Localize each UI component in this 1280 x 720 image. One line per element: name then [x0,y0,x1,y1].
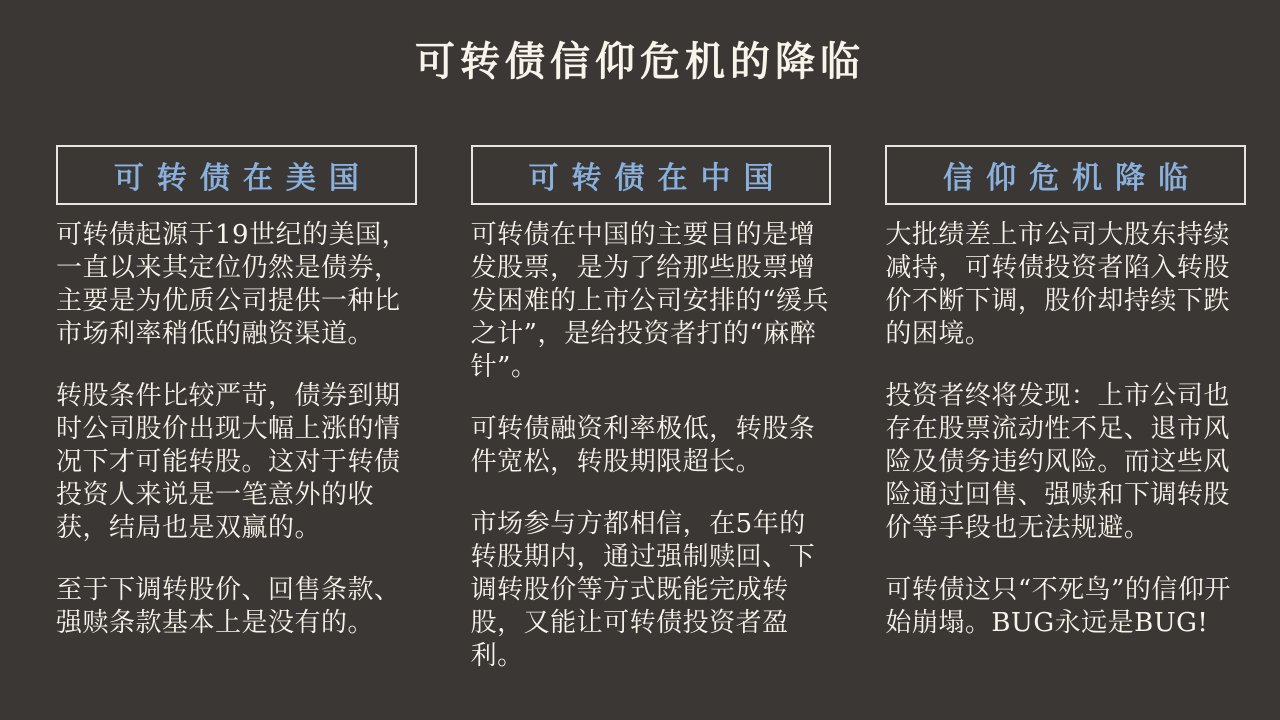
column-faith-crisis [885,145,1246,673]
columns-container [0,145,1280,673]
column-header-crisis: 信仰危机降临 [885,145,1246,205]
body-paragraph: 可转债这只“不死鸟”的信仰开始崩塌。BUG永远是BUG! [885,575,1231,638]
column-convertibles-in-china [471,145,832,673]
column-convertibles-in-us [56,145,417,673]
body-paragraph: 投资者终将发现：上市公司也存在股票流动性不足、退市风险及债务违约风险。而这些风险通过回售、强赎和下调转股价等手段也无法规避。 [885,381,1230,543]
column-body-crisis [885,219,1246,640]
body-paragraph: 可转债融资利率极低，转股条件宽松，转股期限超长。 [470,414,816,477]
page-title: 可转债信仰危机的降临 [415,38,865,85]
body-paragraph: 市场参与方都相信，在5年的转股期内，通过强制赎回、下调转股价等方式既能完成转股，又能让可转债投资者盈利。 [470,509,816,671]
body-paragraph: 转股条件比较严苛，债券到期时公司股价出现大幅上涨的情况下才可能转股。这对于转债投资人来说是一笔意外的收获，结局也是双赢的。 [56,381,401,543]
column-body-china [471,219,832,673]
body-paragraph: 可转债在中国的主要目的是增发股票，是为了给那些股票增发困难的上市公司安排的“缓兵之计”，是给投资者打的“麻醉针”。 [470,220,829,382]
column-header-us: 可转债在美国 [56,145,417,205]
body-paragraph: 大批绩差上市公司大股东持续减持，可转债投资者陷入转股价不断下调，股价却持续下跌的困境。 [885,220,1230,349]
column-body-us [56,219,417,640]
body-paragraph: 可转债起源于19世纪的美国，一直以来其定位仍然是债券，主要是为优质公司提供一种比市场利率稍低的融资渠道。 [56,220,409,349]
column-header-china: 可转债在中国 [471,145,832,205]
body-paragraph: 至于下调转股价、回售条款、强赎条款基本上是没有的。 [56,575,401,638]
